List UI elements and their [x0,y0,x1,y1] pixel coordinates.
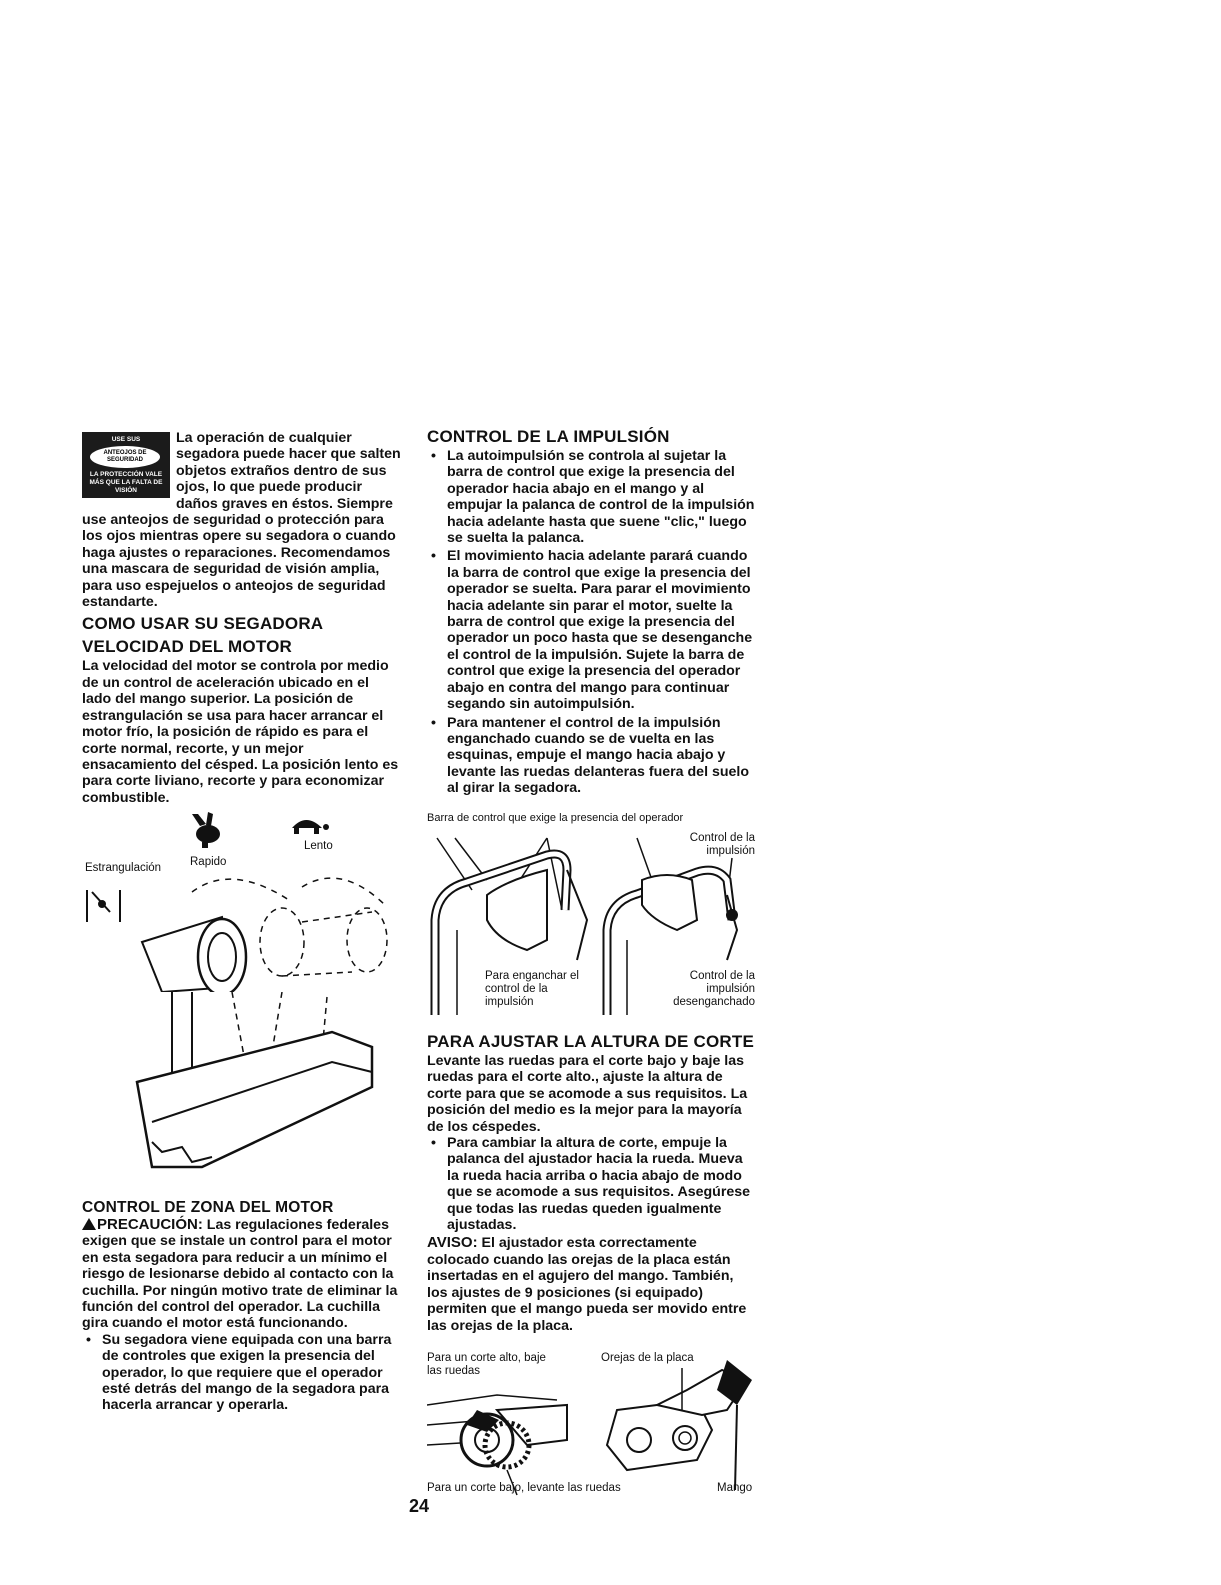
label-mango: Mango [717,1482,753,1494]
list-item: • Su segadora viene equipada con una barra de controles que exigen la presencia del operador, lo que requiere que el operador esté detrás del mango de la segadora para hacerla arrancar y operarla. [82,1332,404,1414]
turtle-icon [292,820,329,834]
list-item: • El movimiento hacia adelante parará cuando la barra de control que exige la presencia del operador se suelta. Para parar el movimiento hacia adelante sin parar el motor, suelte la barra de control que exige la presencia del operador un poco hasta que se desenganche el control de la impulsión. Sujete la barra de control que exige la presencia del operador abajo en contra del mango para continuar segando sin autoimpulsión. [427,548,757,712]
throttle-figure [82,812,412,992]
left-column-lower [82,1198,404,1416]
label-rapido: Rapido [190,856,227,868]
badge-line2: ANTEOJOS DE SEGURIDAD [90,446,160,468]
caption-barra-control: Barra de control que exige la presencia del operador [427,812,684,824]
precaucion-paragraph [82,1217,404,1332]
heading-como-usar: COMO USAR SU SEGADORA [82,614,324,634]
label-corte-alto: Para un corte alto, baje las ruedas [427,1352,546,1377]
right-column-lower [427,1032,757,1334]
choke-icon [87,890,120,922]
intro-paragraph: La operación de cualquier segadora puede hacer que salten objetos extraños dentro de sus ojos, lo que puede producir daños graves en éstos. Siempre use anteojos de seguridad o protección para los ojos mientras opere su segadora o cuando haga ajustes o reparaciones. Recomendamos una mascara de seguridad de visión amplia, para uso espejuelos o anteojos de seguridad estandarte. [82,430,401,611]
handle-figure [427,810,757,1020]
label-estrangulacion: Estrangulación [85,862,162,874]
precaucion-text: Las regulaciones federales exigen que se instale un control para el motor en esta segadora para reducir a un mínimo el riesgo de lesionarse debido al contacto con la cuchilla. Por ningún motivo trate de eliminar la función del control del operador. La cuchilla gira cuando el motor está funcionando. [82,1217,398,1332]
altura-bullet-list [427,1135,757,1233]
throttle-base-figure [132,992,392,1182]
label-para-enganchar: Para enganchar el control de la impulsión [485,970,579,1008]
list-item: • Para mantener el control de la impulsión enganchado cuando se de vuelta en las esquinas, empuje el mango hacia abajo y levante las ruedas delanteras fuera del suelo al girar la segadora. [427,715,757,797]
rabbit-icon [192,812,220,848]
label-desenganchado: Control de la impulsión desenganchado [673,970,755,1008]
label-control-impulsion: Control de la impulsión [689,832,755,857]
aviso-text: El ajustador esta correctamente colocado cuando las orejas de la placa están insertadas en el agujero del mango. También, los ajustes de 9 posiciones (si equipado) permiten que el mango pueda ser movido entre las orejas de la placa. [427,1235,747,1334]
label-orejas: Orejas de la placa [601,1352,694,1364]
aviso-label: AVISO: [427,1234,478,1252]
label-corte-bajo: Para un corte bajo, levante las ruedas [427,1482,621,1494]
impulsion-bullet-list [427,448,757,797]
list-item: • La autoimpulsión se controla al sujetar la barra de control que exige la presencia del operador hacia abajo en el mango y al empujar la palanca de control de la impulsión hacia adelante hasta que suene "clic," luego se suelta la palanca. [427,448,757,546]
zona-bullet-list [82,1332,404,1414]
right-column [427,427,757,799]
label-lento: Lento [304,840,333,852]
throttle-base-drawing [132,992,392,1182]
list-item: • Para cambiar la altura de corte, empuje la palanca del ajustador hacia la rueda. Mueva la rueda hacia arriba o hacia abajo de modo que se acomode a sus requisitos. Asegúrese que todas las ruedas queden igualmente ajustadas. [427,1135,757,1233]
heading-velocidad: VELOCIDAD DEL MOTOR [82,637,293,657]
velocidad-paragraph: La velocidad del motor se controla por medio de un control de aceleración ubicado en el lado del mango superior. La posición de estrangulación se usa para hacer arrancar el motor frío, la posición de rápido es para el corte normal, recorte, y un mejor ensacamiento del césped. La posición lento es para corte liviano, recorte y para economizar combustible. [82,658,399,806]
altura-paragraph: Levante las ruedas para el corte bajo y baje las ruedas para el corte alto., ajuste la altura de corte para que se acomode a sus requisitos. La posición del medio es la mejor para la mayoría de los céspedes. [427,1053,748,1135]
badge-line1: USE SUS [111,436,141,443]
heading-control-zona: CONTROL DE ZONA DEL MOTOR [82,1199,334,1216]
throttle-drawing [82,812,412,992]
left-column [82,430,402,806]
wheel-drawing [427,1350,757,1500]
precaucion-label: PRECAUCIÓN: [97,1216,203,1233]
page-number: 24 [409,1496,430,1516]
wheel-figure [427,1350,757,1500]
badge-line3: LA PROTECCIÓN VALE MÁS QUE LA FALTA DE VISIÓN [89,471,163,494]
heading-control-impulsion: CONTROL DE LA IMPULSIÓN [427,427,670,446]
heading-altura: PARA AJUSTAR LA ALTURA DE CORTE [427,1032,754,1051]
aviso-paragraph [427,1235,757,1333]
safety-glasses-badge [82,432,170,498]
warning-triangle-icon [82,1218,96,1230]
